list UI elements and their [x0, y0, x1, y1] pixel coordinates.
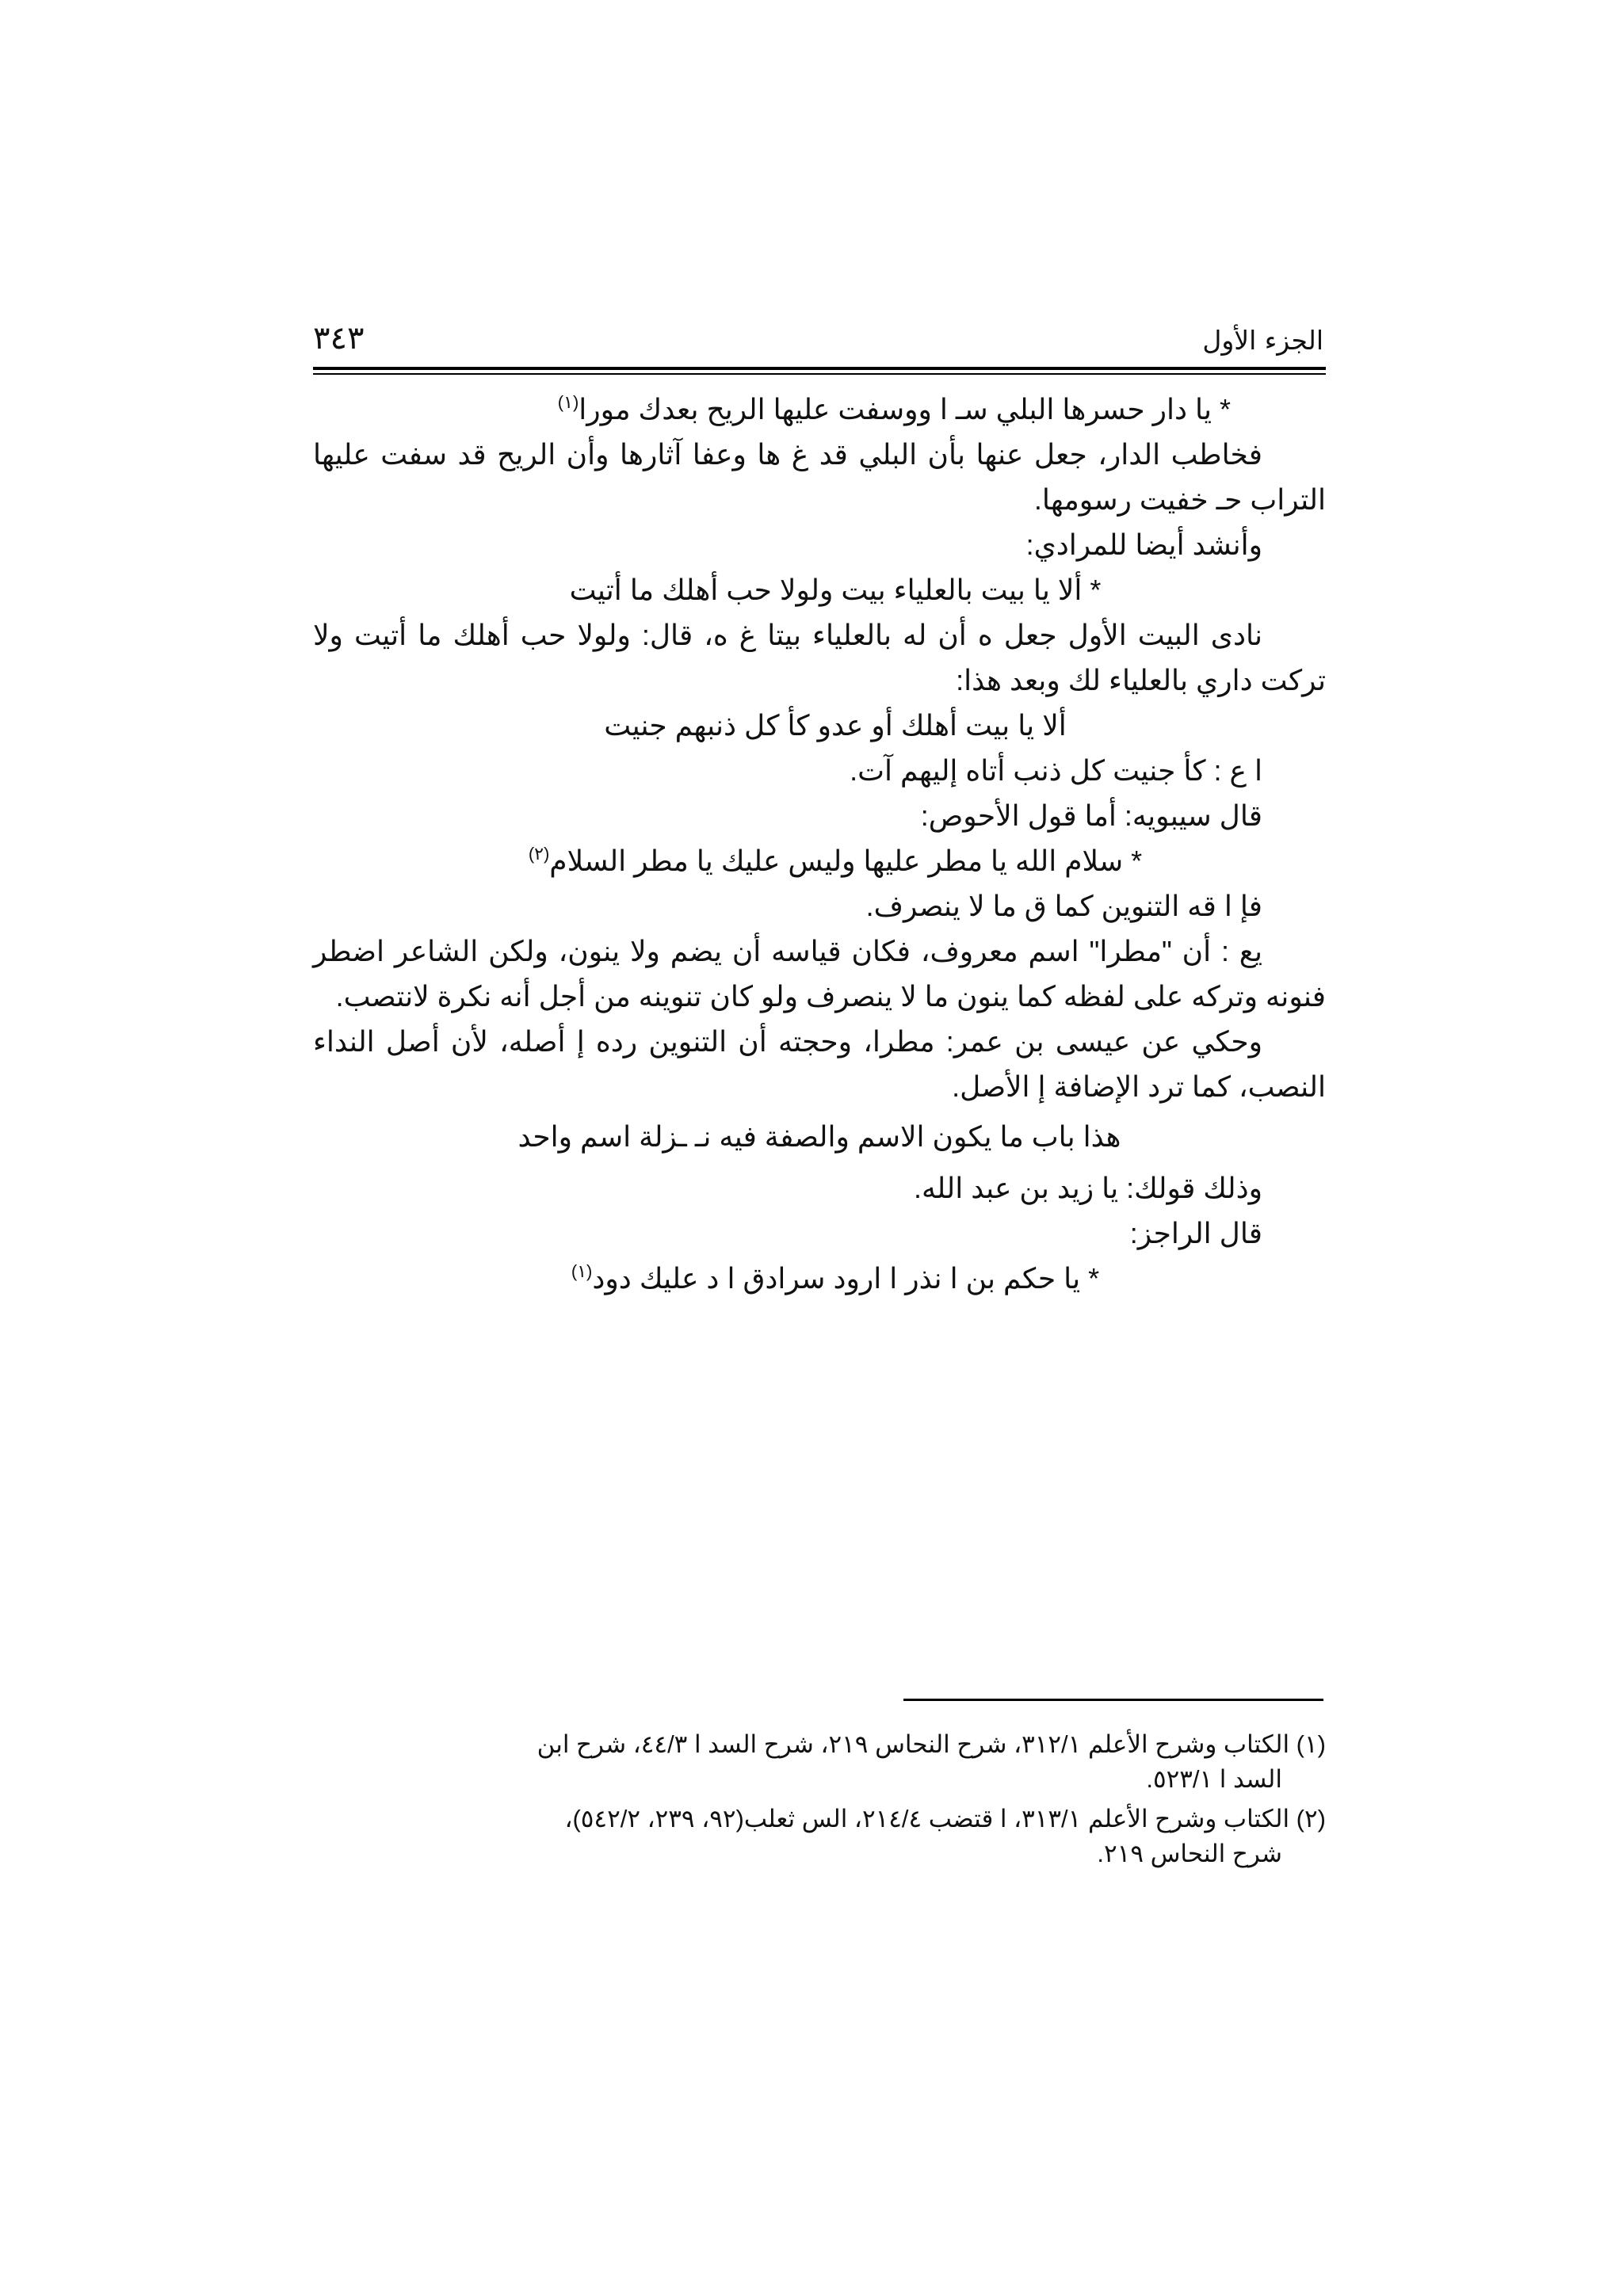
header-rule-thin [313, 373, 1326, 375]
verse-line [313, 838, 1326, 883]
paragraph: وأنشد أيضا للمرادي: [1025, 528, 1262, 561]
footnote-ref: (١) [557, 392, 579, 412]
footnote-line: شرح النحاس ٢١٩. [1097, 1840, 1282, 1867]
paragraph: قال سيبويه: أما قول الأحوص: [920, 799, 1262, 832]
paragraph: قال الراجز: [1129, 1217, 1262, 1249]
main-text [313, 387, 1326, 1301]
footnote-separator [903, 1699, 1323, 1701]
verse-line [313, 1256, 1326, 1301]
footnote-line: السد ا ٥٢٣/١. [1146, 1765, 1282, 1793]
paragraph: ا ع : كأ جنيت كل ذنب أتاه إليهم آت. [850, 754, 1262, 787]
verse-text: * يا حكم بن ا نذر ا ارود سرادق ا د عليك دود [592, 1262, 1100, 1295]
footnote-2 [313, 1802, 1326, 1871]
page-number: ٣٤٣ [313, 320, 365, 357]
footnote-line: (١) الكتاب وشرح الأعلم ٣١٢/١، شرح النحاس ٢١٩، شرح السد ا ٤٤/٣، شرح ابن [537, 1730, 1326, 1758]
running-header [313, 317, 1323, 364]
paragraph: نادى البيت الأول جعل ه أن له بالعلياء بيتا غ ه، قال: ولولا حب أهلك ما أتيت ولا تركت داري بالعلياء لك وبعد هذا: [313, 619, 1326, 696]
footnotes [313, 1727, 1326, 1876]
paragraph: وحكي عن عيسى بن عمر: مطرا، وحجته أن التنوين رده إ أصله، لأن أصل النداء النصب، كما ترد الإضافة إ الأصل. [313, 1025, 1326, 1103]
header-rule-thick [313, 367, 1326, 370]
verse-text: * يا دار حسرها البلي سـ ا ووسفت عليها الريح بعدك مورا [579, 393, 1231, 425]
footnote-ref: (٢) [528, 844, 550, 864]
paragraph: يع : أن "مطرا" اسم معروف، فكان قياسه أن يضم ولا ينون، ولكن الشاعر اضطر فنونه وتركه على لفظه كما ينون ما لا ينصرف ولو كان تنوينه من أجل أنه نكرة لانتصب. [313, 935, 1326, 1013]
paragraph: وذلك قولك: يا زيد بن عبد الله. [914, 1172, 1262, 1204]
verse-line: ألا يا بيت أهلك أو عدو كأ كل ذنبهم جنيت [604, 709, 1067, 742]
paragraph: فخاطب الدار، جعل عنها بأن البلي قد غ ها وعفا آثارها وأن الريح قد سفت عليها التراب حـ خفيت رسومها. [313, 438, 1326, 516]
verse-line [313, 387, 1326, 432]
footnote-line: (٢) الكتاب وشرح الأعلم ٣١٣/١، ا قتضب ٢١٤/٤، الس ثعلب(٩٢، ٢٣٩، ٥٤٢/٢)، [564, 1805, 1326, 1833]
verse-line: * ألا يا بيت بالعلياء بيت ولولا حب أهلك ما أتيت [569, 574, 1102, 606]
section-heading: هذا باب ما يكون الاسم والصفة فيه نـ ـزلة اسم واحد [517, 1120, 1121, 1153]
footnote-1 [313, 1727, 1326, 1797]
verse-text: * سلام الله يا مطر عليها وليس عليك يا مطر السلام [549, 845, 1143, 877]
paragraph: فإ ا قه التنوين كما ق ما لا ينصرف. [865, 890, 1262, 922]
footnote-ref: (١) [571, 1261, 593, 1281]
book-part-title: الجزء الأول [1202, 325, 1323, 356]
